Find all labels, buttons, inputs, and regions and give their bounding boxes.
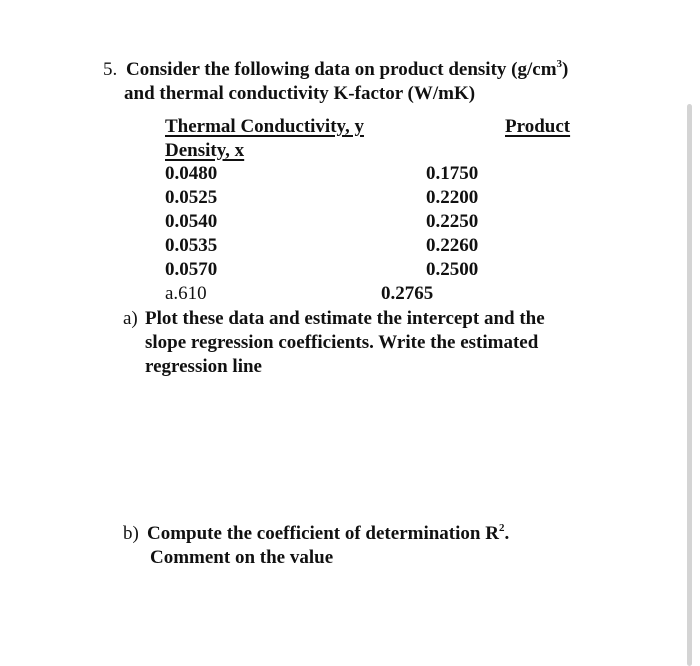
part-b-line-1-superscript: 2 xyxy=(498,522,505,534)
table-row: 0.0535 xyxy=(165,235,218,256)
part-b-line-1-text: Compute the coefficient of determination R xyxy=(147,523,499,544)
part-a-line-3: regression line xyxy=(145,356,262,377)
part-a-line-1: Plot these data and estimate the intercept and the xyxy=(145,308,545,329)
vertical-scrollbar[interactable] xyxy=(687,104,692,666)
table-row: 0.2260 xyxy=(426,235,479,256)
part-a-label: a) xyxy=(123,308,138,329)
question-line-2: and thermal conductivity K-factor (W/mK) xyxy=(124,83,476,104)
table-row: 0.0480 xyxy=(165,163,218,184)
part-b-line-2: Comment on the value xyxy=(150,547,334,568)
table-header-density: Density, x xyxy=(165,140,245,161)
table-row: 0.2500 xyxy=(426,259,479,280)
question-line-1-superscript: 3 xyxy=(556,58,563,70)
part-b-line-1-period: . xyxy=(504,523,510,544)
question-number: 5. xyxy=(103,59,118,80)
question-line-1 xyxy=(126,60,568,79)
part-a-line-2: slope regression coefficients. Write the estimated xyxy=(145,332,539,353)
table-header-product: Product xyxy=(505,116,571,137)
table-row: a.610 xyxy=(165,283,207,304)
part-b-line-1 xyxy=(147,524,509,543)
table-row: 0.0570 xyxy=(165,259,218,280)
table-row: 0.1750 xyxy=(426,163,479,184)
question-line-1-close: ) xyxy=(562,59,569,80)
part-b-label: b) xyxy=(123,523,139,544)
table-row: 0.0525 xyxy=(165,187,218,208)
table-row: 0.2765 xyxy=(381,283,434,304)
table-row: 0.2250 xyxy=(426,211,479,232)
table-header-thermal-conductivity: Thermal Conductivity, y xyxy=(165,116,364,137)
table-row: 0.0540 xyxy=(165,211,218,232)
question-line-1-text: Consider the following data on product density (g/cm xyxy=(126,59,557,80)
table-row: 0.2200 xyxy=(426,187,479,208)
